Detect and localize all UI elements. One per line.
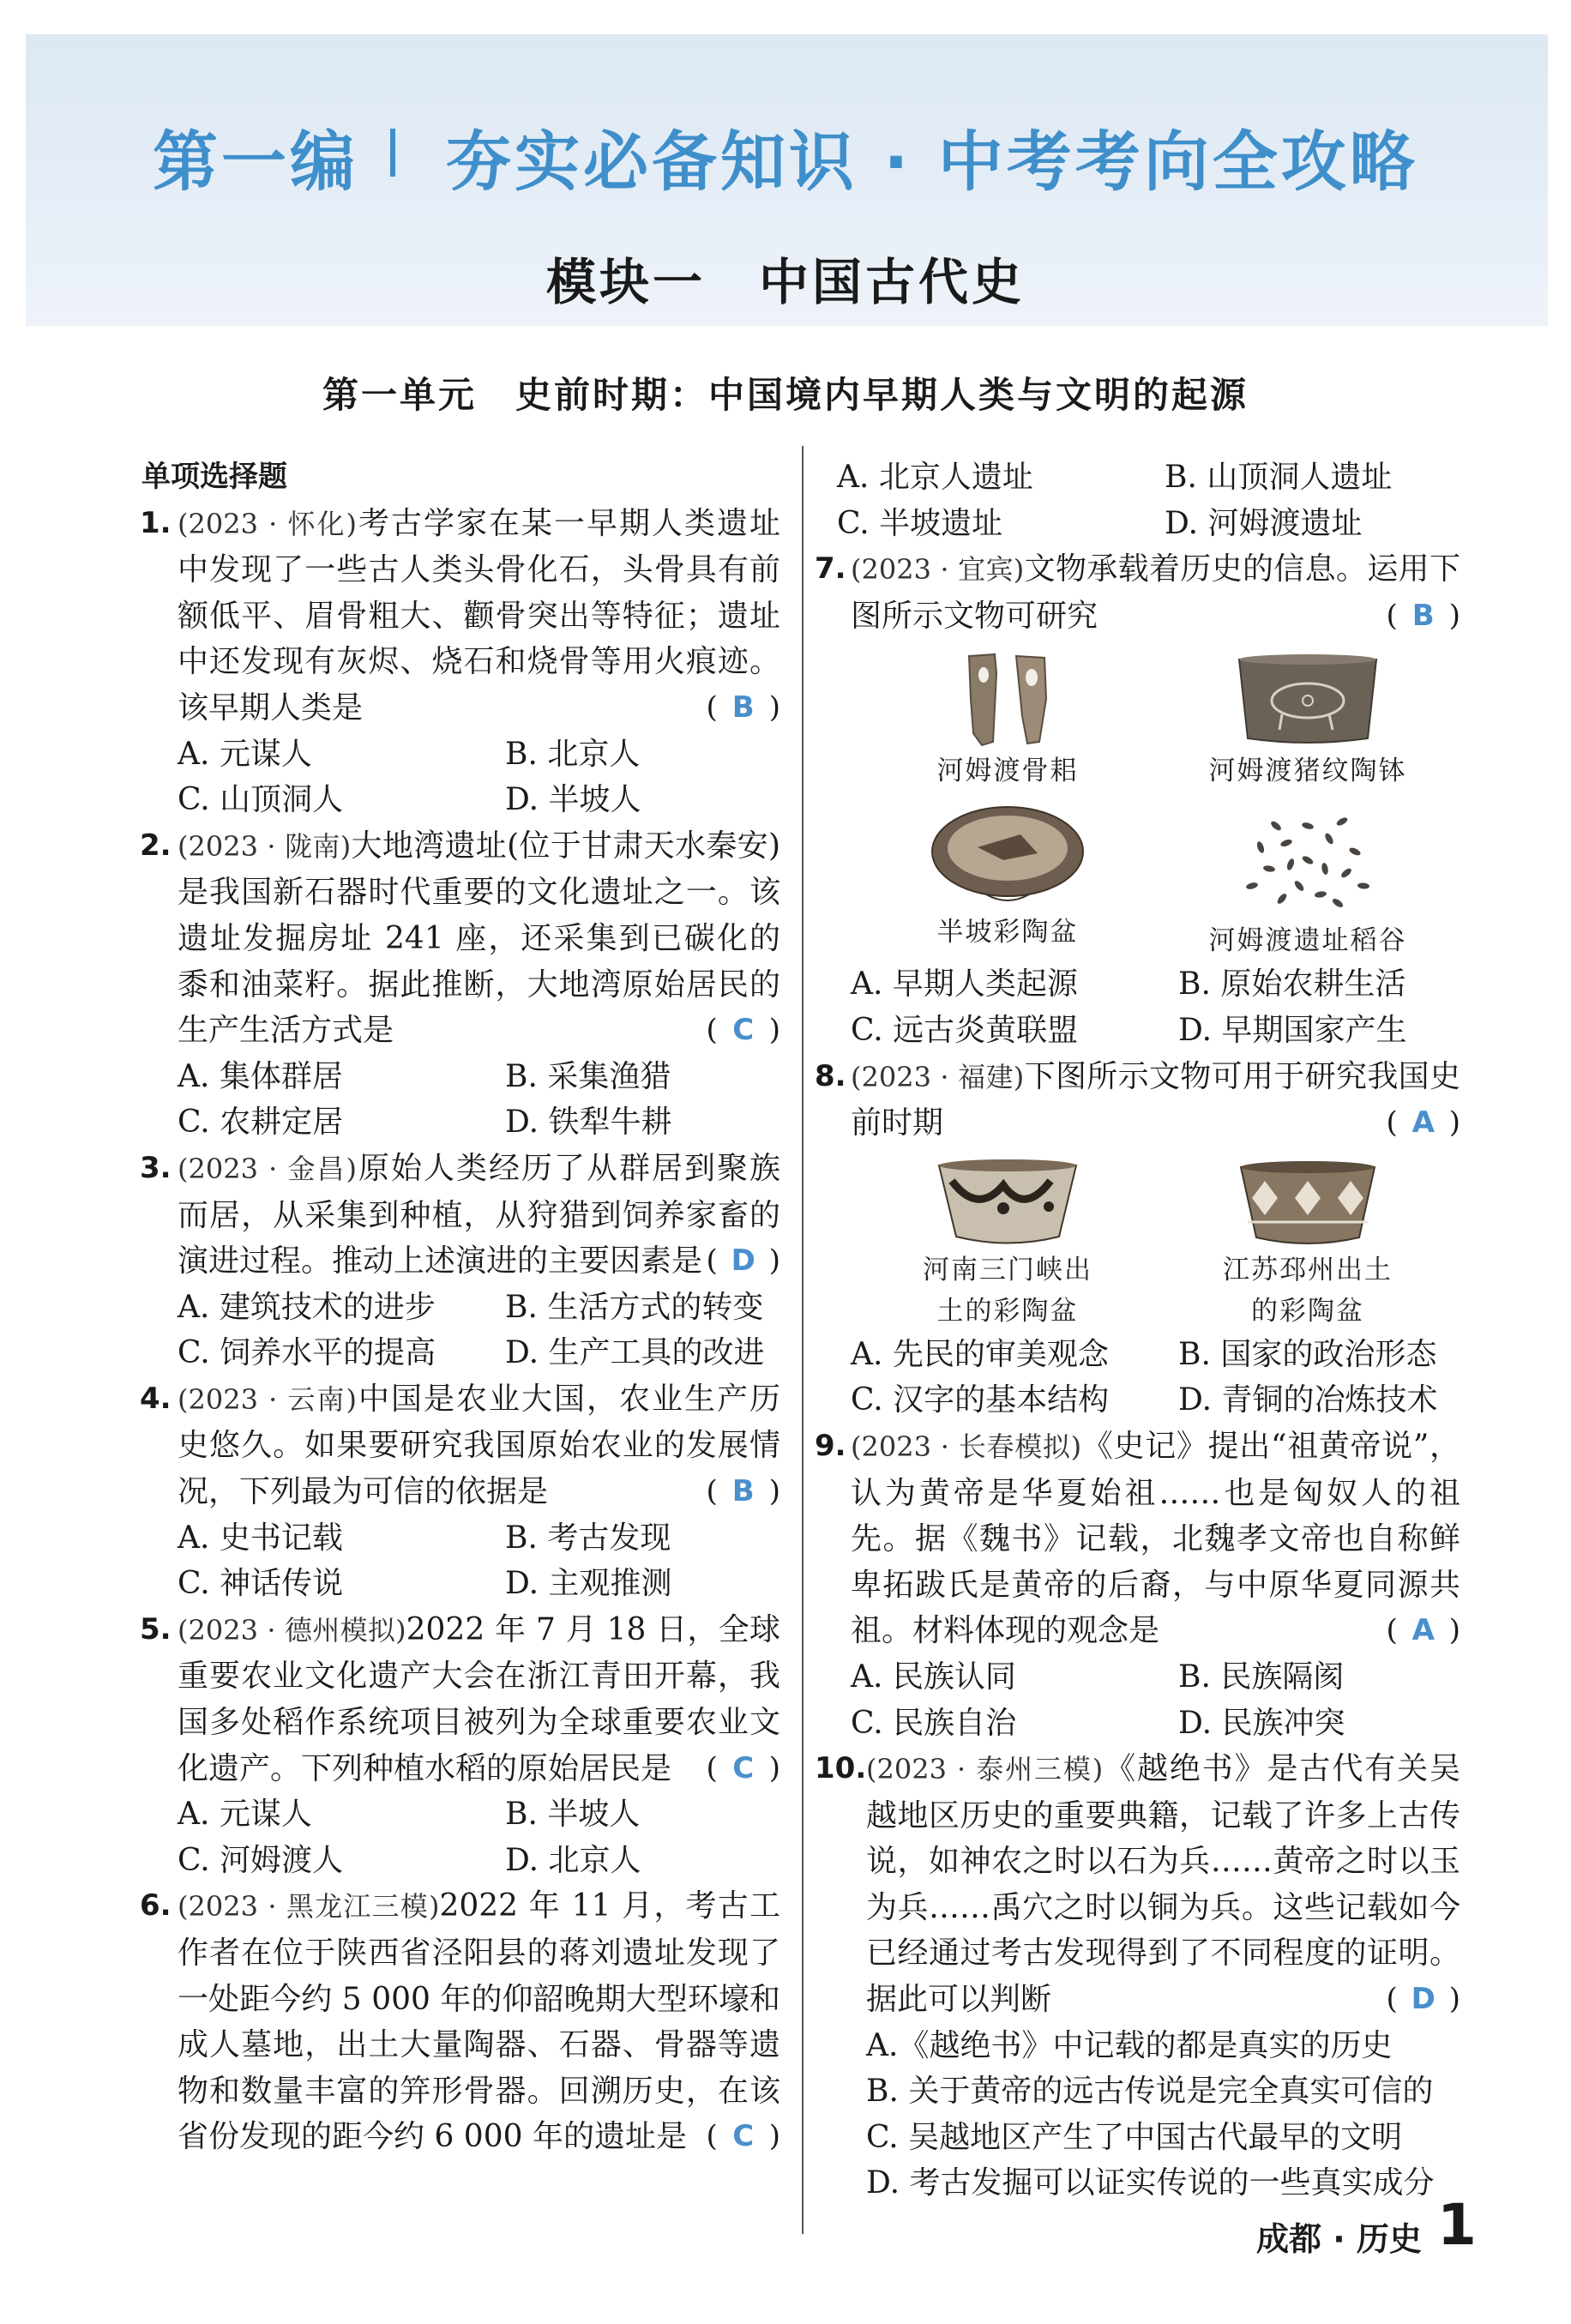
option: C. 半坡遗址 (837, 505, 1003, 541)
question-text: 中国是农业大国，农业生产历史悠久。如果要研究我国原始农业的发展情况，下列最为可信的依据是 (178, 1381, 780, 1510)
figure-pizhou-basin (1171, 1155, 1445, 1332)
unit-title: 第一单元 史前时期：中国境内早期人类与文明的起源 (322, 374, 1249, 416)
answer-letter: C (732, 1013, 755, 1048)
option: D. 青铜的冶炼技术 (1178, 1382, 1438, 1418)
question-text: 大地湾遗址(位于甘肃天水秦安)是我国新石器时代重要的文化遗址之一。该遗址发掘房址 241 座，还采集到已碳化的黍和油菜籽。据此推断，大地湾原始居民的生产生活方式是 (178, 828, 780, 1049)
figure-caption: 土的彩陶盆 (936, 1295, 1079, 1327)
pig-pattern-bowl-image (1226, 647, 1389, 750)
figure-caption: 江苏邳州出土 (1223, 1254, 1393, 1285)
footer-label: 成都 · 历史 (1256, 2220, 1422, 2258)
figure-painted-basin (870, 800, 1145, 961)
option: A. 建筑技术的进步 (178, 1289, 436, 1325)
option: B. 考古发现 (505, 1520, 671, 1556)
question-7 (815, 546, 1460, 1053)
answer-letter: A (1411, 1613, 1435, 1648)
question-6-options (822, 455, 1460, 546)
option: D. 铁犁牛耕 (505, 1105, 672, 1141)
answer-letter: A (1411, 1105, 1435, 1141)
question-text: 考古学家在某一早期人类遗址中发现了一些古人类头骨化石，头骨具有前额低平、眉骨粗大、颧骨突出等特征；遗址中还发现有灰烬、烧石和烧骨等用火痕迹。该早期人类是 (178, 505, 780, 725)
question-6 (141, 1883, 780, 2160)
bone-spade-image (943, 647, 1072, 750)
figure-row (822, 1155, 1458, 1332)
page-number: 1 (1437, 2192, 1477, 2258)
option: B. 原始农耕生活 (1178, 966, 1406, 1002)
question-source: (2023 · 陇南) (178, 829, 352, 863)
option: B. 采集渔猎 (505, 1058, 671, 1094)
question-text: 2022 年 7 月 18 日，全球重要农业文化遗产大会在浙江青田开幕，我国多处稻作系统项目被列为全球重要农业文化遗产。下列种植水稻的原始居民是 (178, 1611, 780, 1786)
question-source: (2023 · 金昌) (178, 1152, 357, 1185)
question-source: (2023 · 长春模拟) (851, 1430, 1082, 1463)
option: D. 考古发掘可以证实传说的一些真实成分 (866, 2165, 1435, 2201)
option: A. 民族认同 (851, 1659, 1016, 1695)
question-source: (2023 · 宜宾) (851, 553, 1025, 587)
figure-caption: 半坡彩陶盆 (936, 917, 1079, 948)
option: A. 先民的审美观念 (851, 1336, 1109, 1372)
option: D. 生产工具的改进 (505, 1335, 765, 1371)
options (141, 1791, 780, 1883)
answer-letter: B (731, 689, 755, 725)
option: D. 民族冲突 (1178, 1705, 1345, 1741)
answer-bracket: ( C ) (706, 1746, 780, 1792)
answer-bracket: ( D ) (706, 1238, 780, 1285)
option: B. 北京人 (505, 736, 641, 772)
answer-letter: B (1411, 598, 1435, 633)
question-stem (141, 1376, 780, 1515)
option: A.《越绝书》中记载的都是真实的历史 (866, 2027, 1393, 2063)
question-number: 9. (815, 1428, 846, 1463)
sanmenxia-pottery-basin-image (930, 1155, 1085, 1249)
figure-caption: 的彩陶盆 (1251, 1295, 1364, 1327)
option: C. 神话传说 (178, 1566, 344, 1602)
figure-row (822, 800, 1458, 961)
question-text: 2022 年 11 月，考古工作者在位于陕西省泾阳县的蒋刘遗址发现了一处距今约 5 000 年的仰韶晚期大型环壕和成人墓地，出土大量陶器、石器、骨器等遗物和数量丰富的笄形骨器。回溯历史，在该省份发现的距今约 6 000 年的遗址是 (178, 1888, 780, 2155)
question-stem (141, 1883, 780, 2160)
answer-bracket: ( B ) (706, 685, 780, 732)
question-number: 7. (815, 551, 846, 587)
answer-bracket: ( A ) (1386, 1100, 1460, 1147)
question-number: 1. (140, 505, 172, 540)
question-5 (141, 1607, 780, 1884)
pizhou-pottery-basin-image (1231, 1155, 1385, 1249)
answer-letter: D (731, 1243, 755, 1279)
part-title: 第一编 (153, 123, 358, 200)
figure-row (822, 647, 1458, 792)
option: C. 山顶洞人 (178, 782, 344, 818)
question-number: 10. (815, 1751, 867, 1786)
answer-bracket: ( D ) (1386, 1977, 1460, 2023)
option: B. 关于黄帝的远古传说是完全真实可信的 (866, 2074, 1434, 2110)
right-column (815, 455, 1460, 2207)
option: B. 生活方式的转变 (505, 1289, 764, 1325)
question-text: 原始人类经历了从群居到聚族而居，从采集到种植，从狩猎到饲养家畜的演进过程。推动上述演进的主要因素是 (178, 1150, 780, 1279)
figure-caption: 河南三门峡出 (923, 1254, 1092, 1285)
answer-bracket: ( C ) (706, 2114, 780, 2160)
option: B. 半坡人 (505, 1797, 641, 1833)
options (822, 1654, 1460, 1746)
question-source: (2023 · 怀化) (178, 507, 357, 540)
option: C. 汉字的基本结构 (851, 1382, 1110, 1418)
answer-letter: B (731, 1474, 755, 1509)
option: D. 河姆渡遗址 (1165, 505, 1363, 541)
option: A. 元谋人 (178, 736, 312, 772)
option: D. 早期国家产生 (1178, 1012, 1407, 1048)
option: A. 早期人类起源 (851, 966, 1078, 1002)
question-stem (141, 501, 780, 732)
module-title: 模块一 中国古代史 (545, 253, 1025, 311)
question-number: 8. (815, 1058, 846, 1093)
question-9 (815, 1424, 1460, 1746)
question-text: 《越绝书》是古代有关吴越地区历史的重要典籍，记载了许多上古传说，如神农之时以石为兵……黄帝之时以玉为兵……禹穴之时以铜为兵。这些记载如今已经通过考古发现得到了不同程度的证明。据此可以判断 (866, 1751, 1460, 2018)
question-number: 6. (140, 1888, 172, 1924)
question-source: (2023 · 泰州三模) (866, 1753, 1104, 1786)
figure-caption: 河姆渡遗址稻谷 (1208, 925, 1407, 957)
answer-letter: C (732, 1750, 755, 1785)
option: C. 吴越地区产生了中国古代最早的文明 (866, 2119, 1403, 2155)
question-text: 文物承载着历史的信息。运用下图所示文物可研究 (851, 551, 1460, 634)
answer-bracket: ( C ) (706, 1008, 780, 1054)
options (141, 1515, 780, 1607)
answer-bracket: ( A ) (1386, 1608, 1460, 1654)
options (141, 1054, 780, 1146)
question-stem (822, 1054, 1460, 1147)
figure-bone-spade (870, 647, 1145, 792)
question-number: 5. (140, 1611, 172, 1647)
options (822, 2023, 1460, 2207)
option: A. 史书记载 (178, 1520, 343, 1556)
figure-sanmenxia-basin (870, 1155, 1145, 1332)
option: C. 饲养水平的提高 (178, 1335, 436, 1371)
question-number: 3. (140, 1150, 172, 1185)
part-subtitle: 夯实必备知识 · 中考考向全攻略 (446, 123, 1418, 200)
answer-bracket: ( B ) (706, 1469, 780, 1515)
question-stem (141, 1146, 780, 1285)
option: D. 主观推测 (505, 1566, 672, 1602)
question-2 (141, 823, 780, 1146)
option: C. 农耕定居 (178, 1105, 344, 1141)
option: B. 国家的政治形态 (1178, 1336, 1437, 1372)
question-number: 2. (140, 828, 172, 863)
option: B. 民族隔阂 (1178, 1659, 1345, 1695)
options (822, 961, 1460, 1053)
option: A. 集体群居 (178, 1058, 343, 1094)
answer-letter: D (1411, 1982, 1436, 2017)
figure-pig-bowl (1171, 647, 1445, 792)
figure-rice-grains (1171, 800, 1445, 961)
question-stem (141, 1607, 780, 1791)
option: C. 远古炎黄联盟 (851, 1012, 1079, 1048)
question-stem (822, 1424, 1460, 1654)
question-stem (141, 823, 780, 1054)
question-10 (815, 1746, 1460, 2207)
question-number: 4. (140, 1381, 172, 1416)
option: D. 北京人 (505, 1842, 641, 1878)
answer-bracket: ( B ) (1386, 593, 1460, 640)
question-text: 下图所示文物可用于研究我国史前时期 (851, 1058, 1460, 1141)
question-source: (2023 · 云南) (178, 1382, 357, 1416)
options (141, 1285, 780, 1376)
question-source: (2023 · 德州模拟) (178, 1613, 406, 1647)
question-source: (2023 · 福建) (851, 1060, 1025, 1093)
option: B. 山顶洞人遗址 (1165, 460, 1393, 495)
options (141, 732, 780, 823)
question-stem (822, 1746, 1460, 2023)
question-8 (815, 1054, 1460, 1424)
title-separator (390, 129, 395, 177)
rice-grains-image (1235, 800, 1381, 920)
figure-caption: 河姆渡骨耜 (936, 756, 1079, 787)
options (822, 1332, 1460, 1424)
question-source: (2023 · 黑龙江三模) (178, 1890, 440, 1924)
option: A. 元谋人 (178, 1797, 312, 1833)
option: D. 半坡人 (505, 782, 641, 818)
option: A. 北京人遗址 (837, 460, 1033, 495)
painted-pottery-basin-image (926, 800, 1089, 912)
options (822, 455, 1460, 546)
left-column (141, 455, 780, 2160)
question-4 (141, 1376, 780, 1607)
question-stem (822, 546, 1460, 639)
section-label: 单项选择题 (141, 460, 287, 494)
question-3 (141, 1146, 780, 1376)
answer-letter: C (732, 2119, 755, 2154)
option: C. 民族自治 (851, 1705, 1017, 1741)
question-1 (141, 501, 780, 823)
option: C. 河姆渡人 (178, 1842, 344, 1878)
figure-caption: 河姆渡猪纹陶钵 (1208, 756, 1407, 787)
question-text: 《史记》提出“祖黄帝说”，认为黄帝是华夏始祖……也是匈奴人的祖先。据《魏书》记载，北魏孝文帝也自称鲜卑拓跋氏是黄帝的后裔，与中原华夏同源共祖。材料体现的观念是 (851, 1428, 1460, 1649)
